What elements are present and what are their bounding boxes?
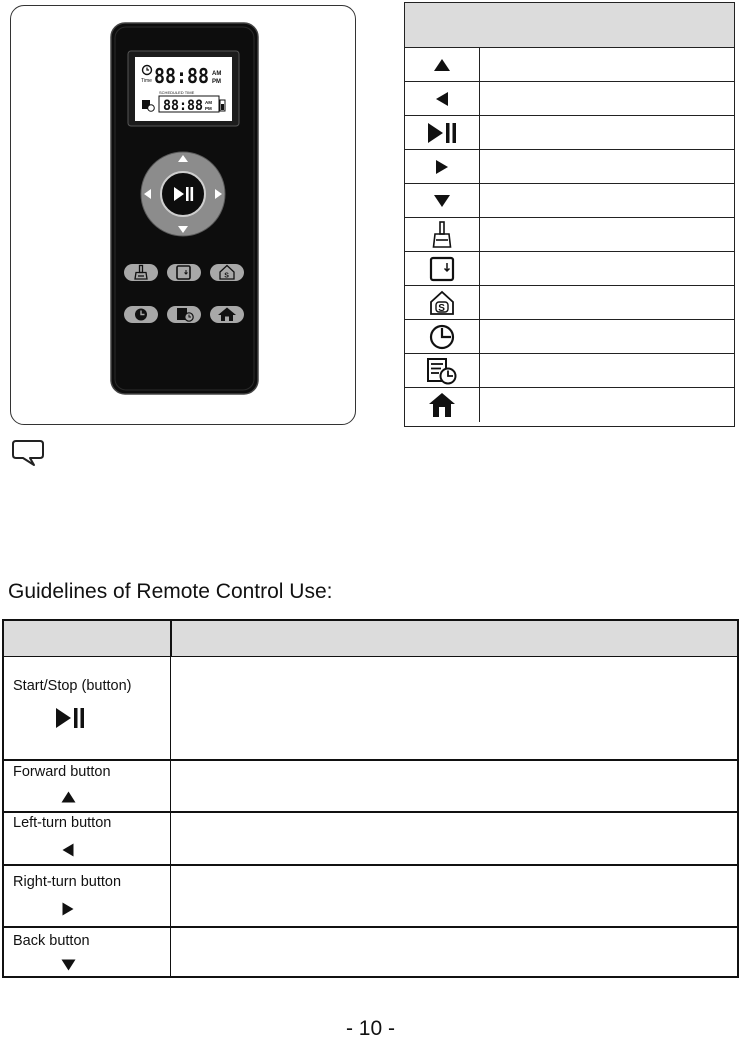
play-pause-icon — [427, 122, 457, 144]
legend-desc — [480, 218, 734, 251]
svg-text:S: S — [438, 302, 445, 314]
guidelines-header — [4, 621, 737, 657]
legend-desc — [480, 184, 734, 217]
row-name: Right-turn button — [13, 874, 122, 890]
row-name: Back button — [13, 933, 90, 949]
legend-row-left — [405, 82, 734, 116]
guidelines-table — [2, 619, 739, 978]
table-row — [4, 811, 737, 865]
left-arrow-icon — [435, 91, 449, 107]
up-arrow-icon — [433, 58, 451, 72]
row-name: Left-turn button — [13, 815, 112, 831]
legend-desc — [480, 388, 734, 422]
legend-desc — [480, 116, 734, 149]
legend-header — [405, 3, 734, 48]
note-icon — [12, 438, 46, 468]
table-row — [4, 759, 737, 813]
legend-desc — [480, 82, 734, 115]
lcd-schedule-digits: 88:88 — [163, 98, 203, 114]
legend-row-spot — [405, 286, 734, 320]
table-row — [4, 864, 737, 926]
legend-desc — [480, 354, 734, 387]
spot-home-icon — [429, 290, 455, 316]
right-arrow-icon — [435, 159, 449, 175]
legend-desc — [480, 320, 734, 353]
lcd-am-label-2: AM — [205, 100, 212, 105]
button-legend-table — [404, 2, 735, 427]
table-row — [4, 657, 737, 761]
row-name: Forward button — [13, 764, 111, 780]
legend-row-schedule — [405, 354, 734, 388]
remote-illustration — [11, 6, 357, 426]
lcd-pm-label: PM — [212, 79, 221, 85]
lcd-time-label: Time — [141, 78, 152, 84]
svg-text:S: S — [224, 272, 229, 280]
legend-row-forward — [405, 48, 734, 82]
page-number: - 10 - — [345, 1017, 395, 1040]
edge-mode-icon — [429, 256, 455, 282]
home-icon — [428, 392, 456, 418]
legend-desc — [480, 48, 734, 81]
right-arrow-icon — [62, 902, 74, 916]
lcd-am-label: AM — [212, 71, 222, 77]
left-arrow-icon — [62, 843, 74, 857]
schedule-icon — [426, 357, 458, 385]
legend-row-back — [405, 184, 734, 218]
down-arrow-icon — [61, 959, 76, 971]
play-pause-icon — [55, 707, 85, 729]
legend-row-home — [405, 388, 734, 422]
guidelines-title: Guidelines of Remote Control Use: — [8, 580, 333, 603]
row-name: Start/Stop (button) — [13, 678, 132, 694]
legend-row-right — [405, 150, 734, 184]
legend-row-brush — [405, 218, 734, 252]
lcd-pm-label-2: PM — [205, 106, 212, 111]
brush-icon — [432, 221, 452, 249]
legend-desc — [480, 286, 734, 319]
legend-desc — [480, 252, 734, 285]
table-row — [4, 926, 737, 976]
remote-illustration-frame — [10, 5, 356, 425]
legend-row-play-pause — [405, 116, 734, 150]
lcd-schedule-label: SCHEDULED TIME — [159, 90, 195, 95]
clock-icon — [429, 324, 455, 350]
lcd-time-digits: 88:88 — [154, 64, 209, 88]
legend-row-edge — [405, 252, 734, 286]
up-arrow-icon — [61, 791, 76, 803]
legend-row-clock — [405, 320, 734, 354]
down-arrow-icon — [433, 194, 451, 208]
legend-desc — [480, 150, 734, 183]
